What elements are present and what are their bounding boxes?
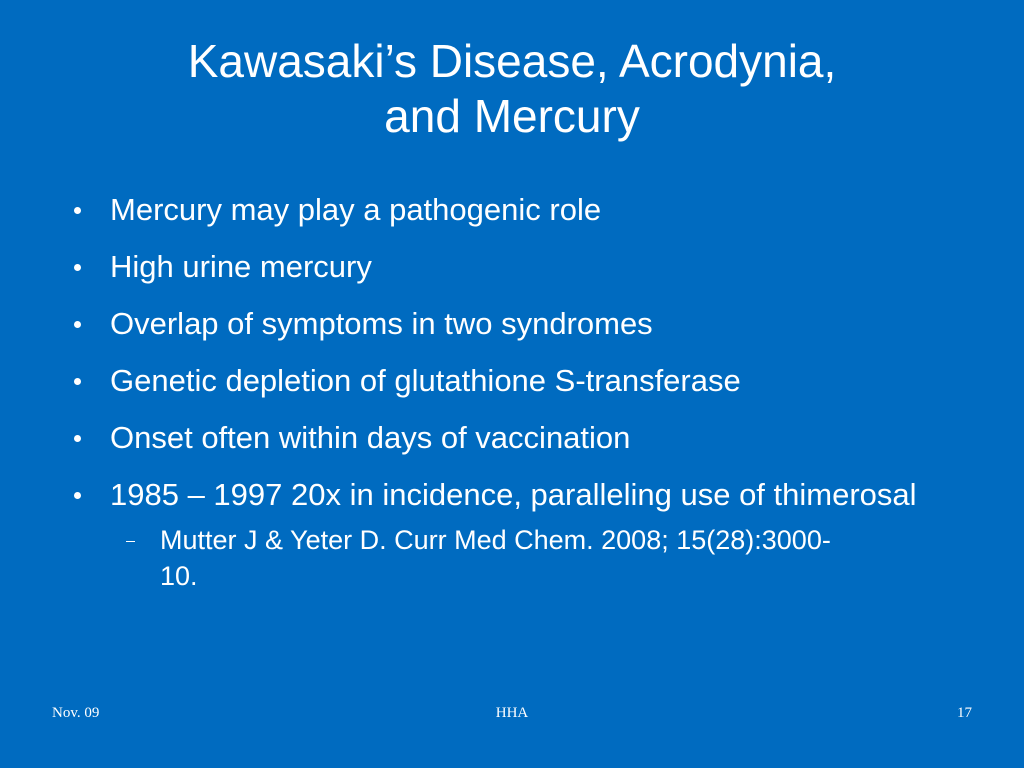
bullet-text: Onset often within days of vaccination (110, 420, 631, 455)
footer-date: Nov. 09 (52, 705, 100, 721)
bullet-item (72, 247, 972, 286)
bullet-item (72, 418, 972, 457)
bullet-text: High urine mercury (110, 249, 372, 284)
bullet-dot-icon (74, 321, 81, 328)
bullet-dot-icon (74, 492, 81, 499)
bullet-text: Genetic depletion of glutathione S-transferase (110, 363, 741, 398)
footer-page-number: 17 (957, 705, 972, 721)
title-line-2: and Mercury (384, 90, 640, 142)
bullet-dot-icon (74, 435, 81, 442)
bullet-text: Overlap of symptoms in two syndromes (110, 306, 653, 341)
footer-org: HHA (495, 705, 529, 721)
bullet-item (72, 361, 972, 400)
title-line-1: Kawasaki’s Disease, Acrodynia, (187, 35, 837, 87)
bullet-text: Mercury may play a pathogenic role (110, 192, 602, 227)
bullet-item (72, 304, 972, 343)
citation-text: Mutter J & Yeter D. Curr Med Chem. 2008; 15(28):3000-10. (160, 525, 831, 591)
bullet-dot-icon (74, 378, 81, 385)
bullet-item (72, 190, 972, 229)
bullet-list (72, 190, 972, 594)
bullet-text: 1985 – 1997 20x in incidence, paralleling use of thimerosal (110, 477, 917, 512)
bullet-item (72, 475, 972, 514)
sub-bullet-item (160, 522, 860, 594)
dash-icon (126, 541, 135, 542)
bullet-dot-icon (74, 207, 81, 214)
slide-title (60, 34, 964, 144)
bullet-dot-icon (74, 264, 81, 271)
